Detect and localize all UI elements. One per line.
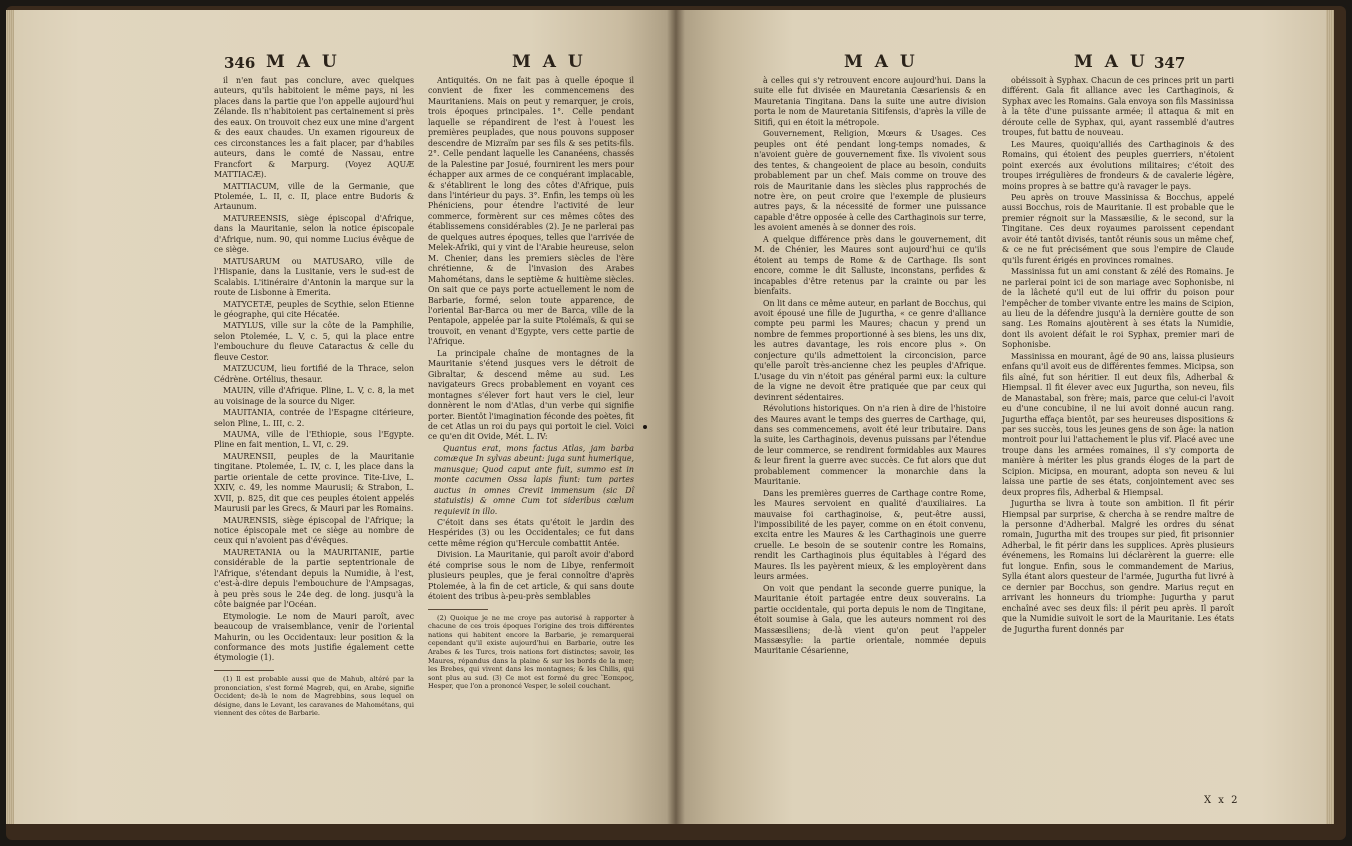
- paragraph: Révolutions historiques. On n'a rien à dire de l'histoire des Maures avant le temps des guerres de Carthage, qui, dans ses commencemens, avoit été leur tributaire. Dans la suite, les Carthaginois, devenus puissans par l'étendue de leur commerce, se rendirent formidables aux Maures & leur firent la guerre avec succès. Ce fut alors que dut probablement commencer la monarchie dans la Mauritanie.: [754, 404, 986, 487]
- right-header-mau-2: M A U: [1074, 52, 1148, 72]
- right-header-mau: M A U: [844, 52, 918, 72]
- paragraph: Massinissa fut un ami constant & zélé des Romains. Je ne parlerai point ici de son mariage avec Sophonisbe, ni de la lâcheté qu'il eut de lui offrir du poison pour l'empêcher de tomber vivante entre les mains de Scipion, au lieu de la défendre jusqu'à la dernière goutte de son sang. Les Romains ajoutèrent à ses états la Numidie, dont ils avoient défait le roi Syphax, premier mari de Sophonisbe.: [1002, 267, 1234, 350]
- left-page-number: 346: [224, 54, 256, 72]
- paragraph: La principale chaîne de montagnes de la Mauritanie s'étend jusques vers le détroit de Gibraltar, & descend même au sud. Les navigateurs Grecs probablement en voyant ces montagnes s'élever fort haut vers le ciel, leur donnèrent le nom d'Atlas, d'un verbe qui signifie porter. Bientôt l'imagination féconde des poètes, fit de cet Atlas un roi du pays qui portoit le ciel. Voici ce qu'en dit Ovide, Mét. L. IV:: [428, 348, 634, 442]
- paragraph: Jugurtha se livra à toute son ambition. Il fit périr Hiempsal par surprise, & chercha à se rendre maître de la personne d'Adherbal. Malgré les ordres du sénat romain, Jugurtha mit des troupes sur pied, fit prisonnier Adherbal, le fit périr dans les supplices. Après plusieurs événemens, les Romains lui déclarèrent la guerre: elle fut longue. Enfin, sous le commandement de Marius, Sylla étant alors questeur de l'armée, Jugurtha fut livré à ce dernier par Bocchus, son gendre. Marius reçut en arrivant les honneurs du triomphe: Jugurtha y parut enchaîné avec ses deux fils: il périt peu après. Il paroît que la Numidie suivoit le sort de la Mauritanie. Les états de Jugurtha furent donnés par: [1002, 499, 1234, 634]
- signature-mark: X x 2: [1204, 795, 1240, 806]
- paragraph: MAURENSII, peuples de la Mauritanie tingitane. Ptolemée, L. IV, c. I, les place dans la partie orientale de cette province. Tite-Live, L. XXIV, c. 49, les nomme Maurusii; & Strabon, L. XVII, p. 825, dit que ces peuples étoient appelés Maurusii par les Grecs, & Mauri par les Romains.: [214, 451, 414, 514]
- paragraph: il n'en faut pas conclure, avec quelques auteurs, qu'ils habitoient le même pays, ni les places dans la partie que l'on appelle aujourd'hui Zélande. Ils n'habitoient pas certainement si près des eaux. On trouvoit chez eux une mine d'argent & des eaux chaudes. Un examen rigoureux de ces circonstances les a fait placer, par d'habiles auteurs, dans le comté de Nassau, entre Francfort & Marpurg. (Voyez AQUÆ MATTIACÆ).: [214, 76, 414, 180]
- left-column-1: [214, 76, 414, 719]
- paragraph: à celles qui s'y retrouvent encore aujourd'hui. Dans la suite elle fut divisée en Mauretania Cæsariensis & en Mauretania Tingitana. Dans la suite une autre division porta le nom de Mauretania Sitifensis, d'après la ville de Sitifi, qui en étoit la métropole.: [754, 76, 986, 127]
- left-header-mau: M A U: [266, 52, 340, 72]
- paragraph: A quelque différence près dans le gouvernement, dit M. de Chénier, les Maures sont aujourd'hui ce qu'ils étoient au temps de Rome & de Carthage. Ils sont encore, comme le dit Salluste, inconstans, perfides & incapables d'être retenus par la crainte ou par les bienfaits.: [754, 234, 986, 297]
- paragraph: MATZUCUM, lieu fortifié de la Thrace, selon Cédrène. Ortélius, thesaur.: [214, 364, 414, 384]
- paragraph: MATTIACUM, ville de la Germanie, que Ptolemée, L. II, c. II, place entre Budoris & Artaunum.: [214, 181, 414, 212]
- footnote: (2) Quoique je ne me croye pas autorisé à rapporter à chacune de ces trois époques l'origine des trois différentes nations qui habitent encore la Barbarie, je remarquerai cependant qu'il existe aujourd'hui en Barbarie, outre les Arabes & les Turcs, trois nations fort distinctes; savoir, les Maures, répandus dans la plaine & sur les bords de la mer; les Brebes, qui vivent dans les montagnes; & les Chilis, qui sont plus au sud. (3) Ce mot est formé du grec Ἕσπερος, Hesper, que l'on a prononcé Vesper, le soleil couchant.: [428, 613, 634, 691]
- paragraph: MAUITANIA, contrée de l'Espagne citérieure, selon Pline, L. III, c. 2.: [214, 408, 414, 428]
- paragraph: MAUIN, ville d'Afrique. Pline, L. V, c. 8, la met au voisinage de la source du Niger.: [214, 386, 414, 406]
- paragraph: Dans les premières guerres de Carthage contre Rome, les Maures servoient en qualité d'auxiliaires. La mauvaise foi carthaginoise, &, peut-être aussi, l'impossibilité de les payer, comme on en étoit convenu, excita entre les Maures & les Carthaginois une guerre cruelle. Le besoin de se soutenir contre les Romains, rendit les Carthaginois plus équitables à l'égard des Maures. Ils les payèrent mieux, & les employèrent dans leurs armées.: [754, 488, 986, 582]
- paragraph: MATYCETÆ, peuples de Scythie, selon Etienne le géographe, qui cite Hécatée.: [214, 299, 414, 319]
- left-column-2: [428, 76, 634, 692]
- page-edge-right: [1326, 10, 1334, 824]
- page-edge-left: [6, 10, 14, 824]
- right-page: [676, 10, 1326, 824]
- paragraph: MATYLUS, ville sur la côte de la Pamphilie, selon Ptolemée, L. V, c. 5, qui la place entre l'embouchure du fleuve Cataractus & celle du fleuve Cestor.: [214, 321, 414, 362]
- paragraph: C'étoit dans ses états qu'étoit le jardin des Hespérides (3) ou les Occidentales; ce fut dans cette même région qu'Hercule combattit Antée.: [428, 518, 634, 548]
- footnote: (1) Il est probable aussi que de Mahub, altéré par la prononciation, s'est formé Magreb, qui, en Arabe, signifie Occident; de-là le nom de Magrebbins, sous lequel on désigne, dans le Levant, les caravanes de Mahométans, qui viennent des côtes de Barbarie.: [214, 674, 414, 718]
- right-column-2: [1002, 76, 1234, 636]
- paragraph: Antiquités. On ne fait pas à quelle époque il convient de fixer les commencemens des Mauritaniens. Mais on peut y remarquer, je crois, trois époques principales. 1°. Celle pendant laquelle se répandirent de l'est à l'ouest les premières peuplades, que nous pouvons supposer descendre de Mizraïm par ses fils & ses petits-fils. 2°. Celle pendant laquelle les Cananéens, chassés de la Palestine par Josué, fournirent les mers pour échapper aux armes de ce conquérant implacable, & s'établirent le long des côtes d'Afrique, puis dans l'intérieur du pays. 3°. Enfin, les temps où les Phéniciens, pour étendre l'activité de leur commerce, formèrent sur ces mêmes côtes des établissemens considérables (2). Je ne parlerai pas de quelques autres époques, telles que l'arrivée de Melek-Afriki, qui y vint de l'Arabie heureuse, selon M. Chenier, dans les premiers siècles de l'ère chrétienne, & de l'invasion des Arabes Mahométans, dans le septième & huitième siècles. On sait que ce pays porte actuellement le nom de Barbarie, formé, selon toute apparence, de l'oriental Bar-Barca ou mer de Barca, ville de la Pentapole, appelée par la suite Ptolémaïs, & qui se trouvoit, en venant d'Egypte, vers cette partie de l'Afrique.: [428, 76, 634, 347]
- paragraph: MAURENSIS, siège épiscopal de l'Afrique; la notice épiscopale met ce siège au nombre de ceux qui n'avoient pas d'évêques.: [214, 515, 414, 546]
- left-header-mau-2: M A U: [512, 52, 586, 72]
- footnote-rule: [214, 670, 274, 671]
- paragraph: Division. La Mauritanie, qui paroît avoir d'abord été comprise sous le nom de Libye, renfermoit plusieurs peuples, que je ferai connoître d'après Ptolemée, à la fin de cet article, & qui sans doute étoient des tribus à-peu-près semblables: [428, 550, 634, 602]
- left-page: [14, 10, 676, 824]
- page-marker: [643, 425, 647, 429]
- paragraph: MATUREENSIS, siège épiscopal d'Afrique, dans la Mauritanie, selon la notice épiscopale d'Afrique, num. 90, qui nomme Lucius évêque de ce siège.: [214, 213, 414, 255]
- paragraph: Massinissa en mourant, âgé de 90 ans, laissa plusieurs enfans qu'il avoit eus de différentes femmes. Micipsa, son fils aîné, fut son héritier. Il eut deux fils, Adherbal & Hiempsal. Il fit élever avec eux Jugurtha, son neveu, fils de Manastabal, son frère; mais, parce que celui-ci l'avoit eu d'une concubine, il ne lui avoit donné aucun rang. Jugurtha effaça bientôt, par ses heureuses dispositions & par ses succès, tous les jeunes gens de son âge: la nation montroit pour lui l'attachement le plus vif. Placé avec une troupe dans les armées romaines, il s'y comporta de manière à mériter les plus grands éloges de la part de Scipion. Micipsa, en mourant, adopta son neveu & lui laissa une partie de ses états, conjointement avec ses deux propres fils, Adherbal & Hiempsal.: [1002, 351, 1234, 497]
- paragraph: Gouvernement, Religion, Mœurs & Usages. Ces peuples ont été pendant long-temps nomades, & n'avoient guère de gouvernement fixe. Ils vivoient sous des tentes, & changeoient de place au besoin, conduits probablement par un chef. Mais comme on trouve des rois de Mauritanie dans les siècles plus rapprochés de notre ère, on peut croire que l'exemple de plusieurs autres pays, & la nécessité de former une puissance capable d'être opposée à celle des Carthaginois sur terre, les avoient amenés à se donner des rois.: [754, 129, 986, 233]
- paragraph: On voit que pendant la seconde guerre punique, la Mauritanie étoit partagée entre deux souverains. La partie occidentale, qui porta depuis le nom de Tingitane, étoit soumise à Gala, que les auteurs nomment roi des Massæsiliens; de-là vient qu'on peut l'appeler Massæsylie: la partie orientale, nommée depuis Mauritanie Césarienne,: [754, 583, 986, 656]
- paragraph: Etymologie. Le nom de Mauri paroît, avec beaucoup de vraisemblance, venir de l'oriental Mahurin, ou les Occidentaux: leur position & la conformance des mots justifie également cette étymologie (1).: [214, 611, 414, 663]
- book-spine: [667, 10, 685, 824]
- verse: Quantus erat, mons factus Atlas, jam barba comæque In sylvas abeunt: juga sunt humerique, manusque; Quod caput ante fuit, summo est in monte cacumen Ossa lapis fiunt: tum partes auctus in omnes Crevit immensum (sic Dî statuistis) & omne Cum tot sideribus cœlum requievit in illo.: [434, 443, 634, 516]
- paragraph: Peu après on trouve Massinissa & Bocchus, appelé aussi Bocchus, rois de Mauritanie. Il est probable que le premier régnoit sur la Massæsilie, & le second, sur la Tingitane. Ces deux royaumes paroissent cependant avoir été tantôt divisés, tantôt réunis sous un même chef, & ce ne fut précisément que sous l'empire de Claude qu'ils furent érigés en provinces romaines.: [1002, 192, 1234, 265]
- right-column-1: [754, 76, 986, 658]
- paragraph: On lit dans ce même auteur, en parlant de Bocchus, qui avoit épousé une fille de Jugurtha, « ce genre d'alliance compte peu parmi les Maures; chacun y prend un nombre de femmes proportionné à ses biens, les uns dix, les autres davantage, les rois encore plus ». On conjecture qu'ils admettoient la circoncision, parce qu'elle paroît très-ancienne chez les peuples d'Afrique. L'usage du vin n'étoit pas général parmi eux: la culture de la vigne ne devoit être pratiquée que par ceux qui devinrent sédentaires.: [754, 298, 986, 402]
- paragraph: MATUSARUM ou MATUSARO, ville de l'Hispanie, dans la Lusitanie, vers le sud-est de Scalabis. L'itinéraire d'Antonin la marque sur la route de Lisbonne à Emerita.: [214, 256, 414, 298]
- paragraph: obéissoit à Syphax. Chacun de ces princes prit un parti différent. Gala fit alliance avec les Carthaginois, & Syphax avec les Romains. Gala envoya son fils Massinissa à la tête d'une puissante armée; il attaqua & mit en déroute celle de Syphax, qui, ayant rassemblé d'autres troupes, fut battu de nouveau.: [1002, 76, 1234, 138]
- paragraph: MAUMA, ville de l'Ethiopie, sous l'Egypte. Pline en fait mention, L. VI, c. 29.: [214, 429, 414, 450]
- paragraph: MAURETANIA ou la MAURITANIE, partie considérable de la partie septentrionale de l'Afrique, s'étendant depuis la Numidie, à l'est, c'est-à-dire depuis l'embouchure de l'Ampsagas, à peu près sous le 24e deg. de long. jusqu'à la côte baignée par l'Océan.: [214, 547, 414, 610]
- paragraph: Les Maures, quoiqu'alliés des Carthaginois & des Romains, qui étoient des peuples guerriers, n'étoient point exercés aux évolutions militaires; c'étoit des troupes irrégulières de frondeurs & de cavalerie légère, moins propres à se battre qu'à ravager le pays.: [1002, 139, 1234, 191]
- right-page-number: 347: [1154, 54, 1186, 72]
- footnote-rule: [428, 609, 488, 610]
